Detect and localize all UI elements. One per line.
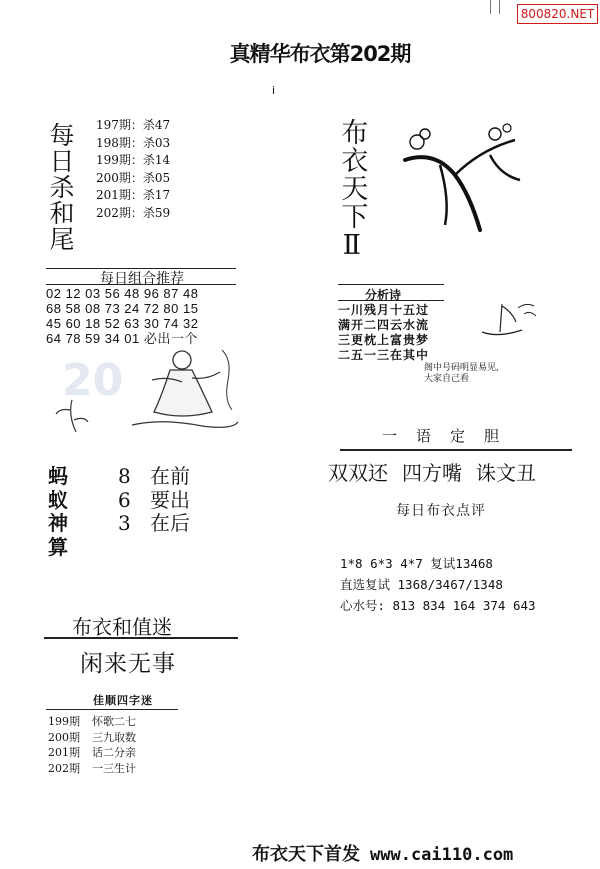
branch-sketch <box>222 350 232 410</box>
combo-row: 45 60 18 52 63 30 74 32 <box>46 316 199 331</box>
combo-row: 02 12 03 56 48 96 87 48 <box>46 286 199 301</box>
poem-line: 一川残月十五过 <box>338 303 430 317</box>
ant-text: 在前 <box>150 464 190 488</box>
figure-head <box>173 351 191 369</box>
kill-item: 201期：杀17 <box>96 188 171 203</box>
branch-side <box>440 165 447 225</box>
four-char-list <box>48 714 136 776</box>
sage-illustration <box>42 340 242 440</box>
slogan-part: 双双还 <box>328 461 388 485</box>
daily-kill-list <box>96 117 170 223</box>
stray-mark: i <box>272 84 276 97</box>
slogan <box>328 457 550 486</box>
review-line: 1*8 6*3 4*7 复试13468 <box>340 556 493 571</box>
four-period: 201期 <box>48 746 80 759</box>
figure-robe <box>154 370 212 416</box>
reed-sketch <box>518 304 536 316</box>
four-text: 三九取数 <box>92 730 136 744</box>
poem-line: 二五一三在其中 <box>338 348 430 362</box>
slogan-part: 诛文丑 <box>476 461 536 485</box>
kill-item: 199期：杀14 <box>96 153 171 168</box>
divider <box>46 709 178 710</box>
four-period: 200期 <box>48 730 80 744</box>
analysis-note <box>424 363 499 385</box>
four-row <box>48 745 136 761</box>
note-line: 大家自己看 <box>424 374 470 384</box>
ant-god-label: 蚂蚁神算 <box>48 464 68 559</box>
blossom <box>420 129 430 139</box>
watermark-digits: 20 <box>62 355 124 406</box>
branch-main <box>405 157 480 230</box>
kill-item: 197期：杀47 <box>96 118 171 132</box>
figure-cloud <box>132 422 238 428</box>
four-char-title: 佳顺四字迷 <box>93 694 153 707</box>
combo-numbers <box>46 286 198 346</box>
poem-line: 三更枕上富贵梦 <box>338 333 430 347</box>
review-info <box>340 553 536 616</box>
four-text: 怀歌二七 <box>92 715 136 728</box>
footer-url[interactable]: www.cai110.com <box>370 845 514 865</box>
page-title: 真精华布衣第202期 <box>229 42 411 66</box>
divider <box>338 300 444 301</box>
review-title: 每日布衣点评 <box>396 503 486 519</box>
divider <box>338 284 444 285</box>
plum-branch-illustration <box>395 120 535 240</box>
puzzle-title: 布衣和值迷 <box>72 615 172 639</box>
ant-text: 要出 <box>150 487 190 512</box>
boat-sketch-illustration <box>478 298 538 344</box>
note-line: 阁中号码明显易见, <box>424 363 499 373</box>
analysis-title: 分析诗 <box>365 288 402 302</box>
ant-row <box>118 465 190 489</box>
four-row <box>48 730 136 746</box>
corner-mark <box>490 0 500 14</box>
divider <box>340 449 572 451</box>
ant-num: 6 <box>118 487 131 512</box>
site-badge[interactable]: 800820.NET <box>517 4 598 24</box>
four-row <box>48 714 136 730</box>
combo-row: 68 58 08 73 24 72 80 15 <box>46 301 199 316</box>
footer-brand: 布衣天下首发 <box>252 844 360 865</box>
kill-item: 202期：杀59 <box>96 205 171 220</box>
four-text: 一三生计 <box>92 761 136 775</box>
kill-item: 200期：杀05 <box>96 170 171 185</box>
ant-num: 8 <box>118 464 131 488</box>
blossom <box>503 124 511 132</box>
four-text: 话二分亲 <box>92 746 136 759</box>
ant-god-rows <box>118 465 190 536</box>
four-row <box>48 761 136 777</box>
puzzle-answer: 闲来无事 <box>80 651 176 677</box>
bu-yi-label: 布衣天下Ⅱ <box>336 118 368 262</box>
boat-mast <box>500 304 516 332</box>
divider <box>46 284 236 285</box>
ant-text: 在后 <box>150 511 190 535</box>
ant-row <box>118 512 190 536</box>
slogan-part: 四方嘴 <box>402 461 462 485</box>
four-period: 199期 <box>48 715 80 728</box>
footer <box>252 840 513 866</box>
review-line: 心水号: 813 834 164 374 643 <box>340 598 536 613</box>
poem-line: 满开二四云水流 <box>338 318 430 332</box>
four-period: 202期 <box>48 761 80 775</box>
yiyu-title: 一语定胆 <box>382 427 519 445</box>
combo-row: 64 78 59 34 01 必出一个 <box>46 331 198 346</box>
blossom <box>489 128 501 140</box>
analysis-poem <box>338 303 429 363</box>
ant-row <box>118 489 190 513</box>
review-line: 直选复试 1368/3467/1348 <box>340 577 503 592</box>
ant-num: 3 <box>118 511 131 535</box>
daily-kill-label: 每日杀和尾 <box>46 122 75 252</box>
divider <box>44 637 238 639</box>
kill-item: 198期：杀03 <box>96 135 171 150</box>
branch-upper <box>455 140 520 180</box>
boat-hull <box>482 330 522 335</box>
combo-title: 每日组合推荐 <box>100 271 184 287</box>
